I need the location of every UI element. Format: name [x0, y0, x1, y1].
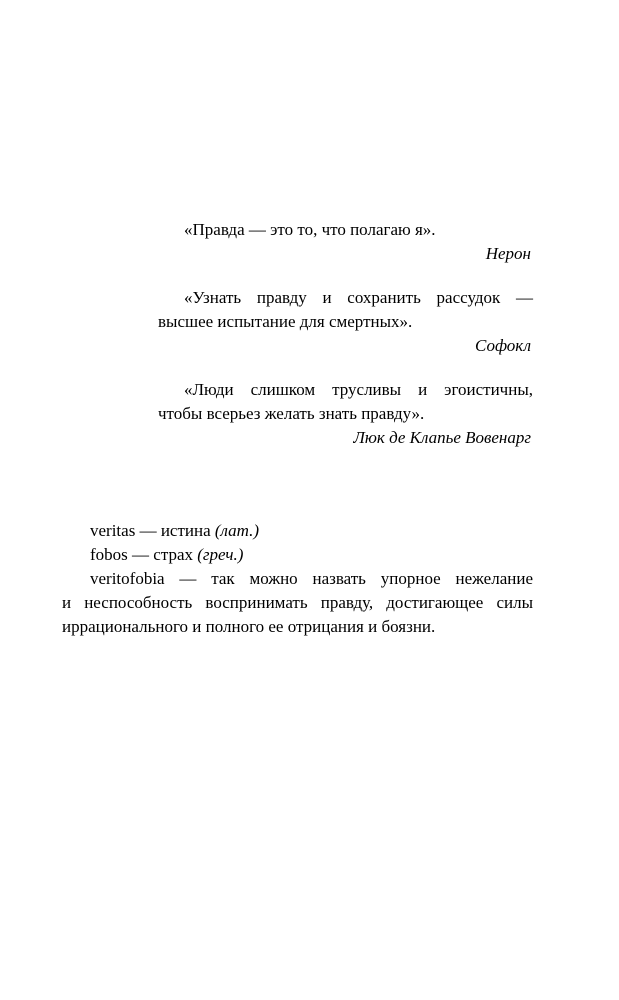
definition-language: (греч.)	[197, 545, 244, 564]
definitions-block	[62, 519, 533, 639]
epigraph-quote-line: «Люди слишком трусливы и эгоистичны,	[184, 380, 533, 399]
definition-veritas	[62, 519, 533, 543]
epigraph-vauvenargues	[158, 378, 533, 450]
definition-language: (лат.)	[214, 521, 260, 540]
epigraphs-block	[158, 218, 533, 470]
paragraph-line: veritofobia — так можно назвать упорное нежелание	[90, 569, 533, 588]
definition-term: fobos — страх	[90, 545, 198, 564]
epigraph-author: Софокл	[474, 336, 531, 355]
epigraph-nero	[158, 218, 533, 266]
epigraph-author: Люк де Клапье Вовенарг	[353, 428, 531, 447]
epigraph-author: Нерон	[485, 244, 531, 263]
paragraph-line: и неспособность воспринимать правду, достигающее силы	[62, 593, 533, 612]
epigraph-quote-line: «Правда — это то, что полагаю я».	[184, 220, 436, 239]
epigraph-quote-line: высшее испытание для смертных».	[158, 312, 413, 331]
epigraph-quote-line: чтобы всерьез желать знать правду».	[158, 404, 425, 423]
paragraph-line: иррационального и полного ее отрицания и боязни.	[62, 617, 436, 636]
definition-fobos	[62, 543, 533, 567]
epigraph-sophocles	[158, 286, 533, 358]
definition-term: veritas — истина	[90, 521, 215, 540]
veritofobia-paragraph	[62, 567, 533, 639]
epigraph-quote-line: «Узнать правду и сохранить рассудок —	[184, 288, 533, 307]
